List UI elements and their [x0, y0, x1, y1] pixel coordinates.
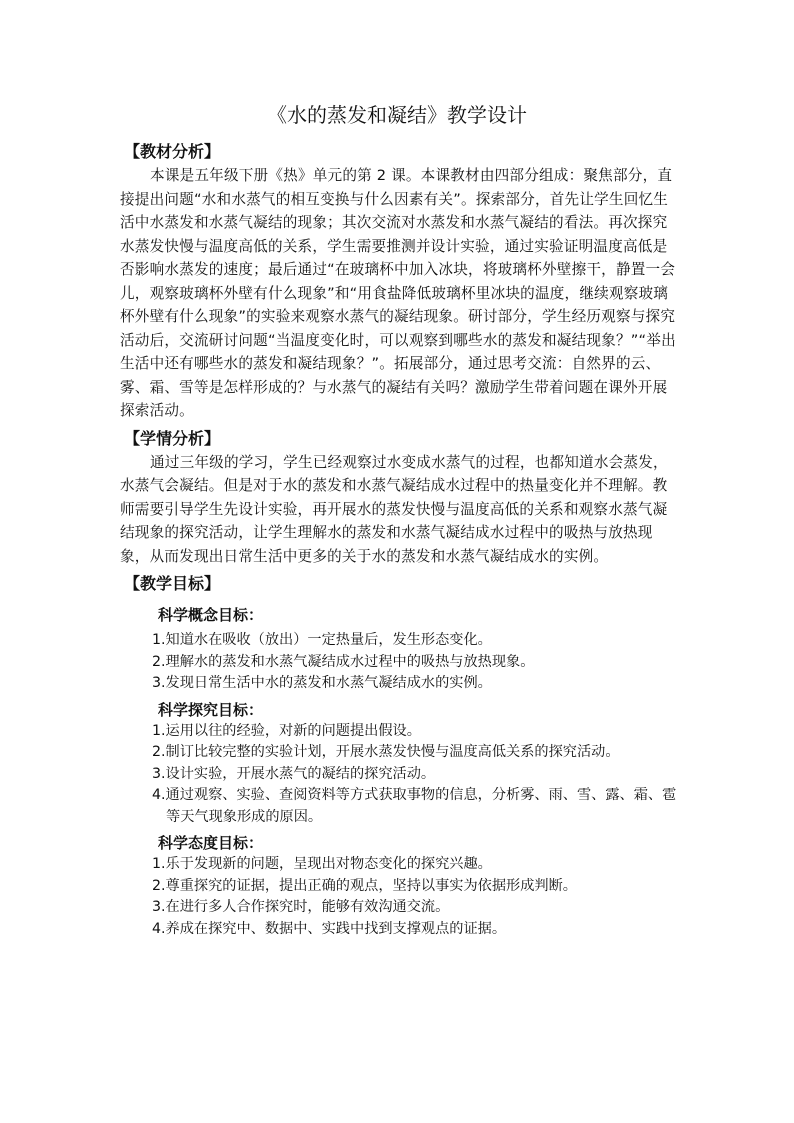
- inquiry-goals-title: 科学探究目标：: [158, 700, 264, 719]
- list-item: 4.通过观察、实验、查阅资料等方式获取事物的信息，分析雾、雨、雪、露、霜、雹等天气现象形成的原因。: [152, 787, 677, 825]
- list-item: 1.运用以往的经验，对新的问题提出假设。: [152, 722, 421, 739]
- inquiry-goals-list: [120, 721, 680, 829]
- list-item: 2.尊重探究的证据，提出正确的观点，坚持以事实为依据形成判断。: [152, 877, 577, 894]
- list-item: 3.发现日常生活中水的蒸发和水蒸气凝结成水的实例。: [152, 675, 492, 691]
- list-item: 2.理解水的蒸发和水蒸气凝结成水过程中的吸热与放热现象。: [152, 653, 535, 670]
- concept-goals-list: [120, 630, 680, 695]
- document-body: [120, 140, 680, 940]
- list-item: 1.乐于发现新的问题，呈现出对物态变化的探究兴趣。: [152, 856, 492, 872]
- concept-goals-title: 科学概念目标：: [158, 606, 264, 624]
- material-analysis-text: 本课是五年级下册《热》单元的第 2 课。本课教材由四部分组成：聚焦部分，直接提出问题“水和水蒸气的相互变换与什么因素有关”。探索部分，首先让学生回忆生活中水蒸发和水蒸气凝结的现象；其次交流对水蒸发和水蒸气凝结的看法。再次探究水蒸发快慢与温度高低的关系，学生需要推测并设计实验，通过实验证明温度高低是否影响水蒸发的速度；最后通过“在玻璃杯中加入冰块，将玻璃杯外壁擦干，静置一会儿，观察玻璃杯外壁有什么现象”和“用食盐降低玻璃杯里冰块的温度，继续观察玻璃杯外壁有什么现象”的实验来观察水蒸气的凝结现象。研讨部分，学生经历观察与探究活动后，交流研讨问题“当温度变化时，可以观察到哪些水的蒸发和凝结现象？”“举出生活中还有哪些水的蒸发和凝结现象？”。拓展部分，通过思考交流：自然界的云、雾、霜、雪等是怎样形成的？与水蒸气的凝结有关吗？激励学生带着问题在课外开展探索活动。: [120, 167, 676, 419]
- document-title: 《水的蒸发和凝结》教学设计: [267, 103, 527, 127]
- attitude-goals-title: 科学态度目标：: [158, 834, 264, 852]
- list-item: 3.在进行多人合作探究时，能够有效沟通交流。: [152, 899, 450, 915]
- list-item: 3.设计实验，开展水蒸气的凝结的探究活动。: [152, 765, 436, 782]
- list-item: 2.制订比较完整的实验计划，开展水蒸发快慢与温度高低关系的探究活动。: [152, 744, 620, 760]
- section-heading-goals: 【教学目标】: [124, 574, 221, 593]
- student-analysis-text: 通过三年级的学习，学生已经观察过水变成水蒸气的过程，也都知道水会蒸发，水蒸气会凝结。但是对于水的蒸发和水蒸气凝结成水过程中的热量变化并不理解。教师需要引导学生先设计实验，再开展水的蒸发快慢与温度高低的关系和观察水蒸气凝结现象的探究活动，让学生理解水的蒸发和水蒸气凝结成水过程中的吸热与放热现象，从而发现出日常生活中更多的关于水的蒸发和水蒸气凝结成水的实例。: [120, 453, 668, 565]
- attitude-goals-list: [120, 854, 680, 940]
- section-heading-material: 【教材分析】: [124, 142, 221, 161]
- section-heading-student: 【学情分析】: [124, 428, 221, 448]
- list-item: 1.知道水在吸收（放出）一定热量后，发生形态变化。: [152, 632, 492, 648]
- list-item: 4.养成在探究中、数据中、实践中找到支撑观点的证据。: [152, 920, 507, 937]
